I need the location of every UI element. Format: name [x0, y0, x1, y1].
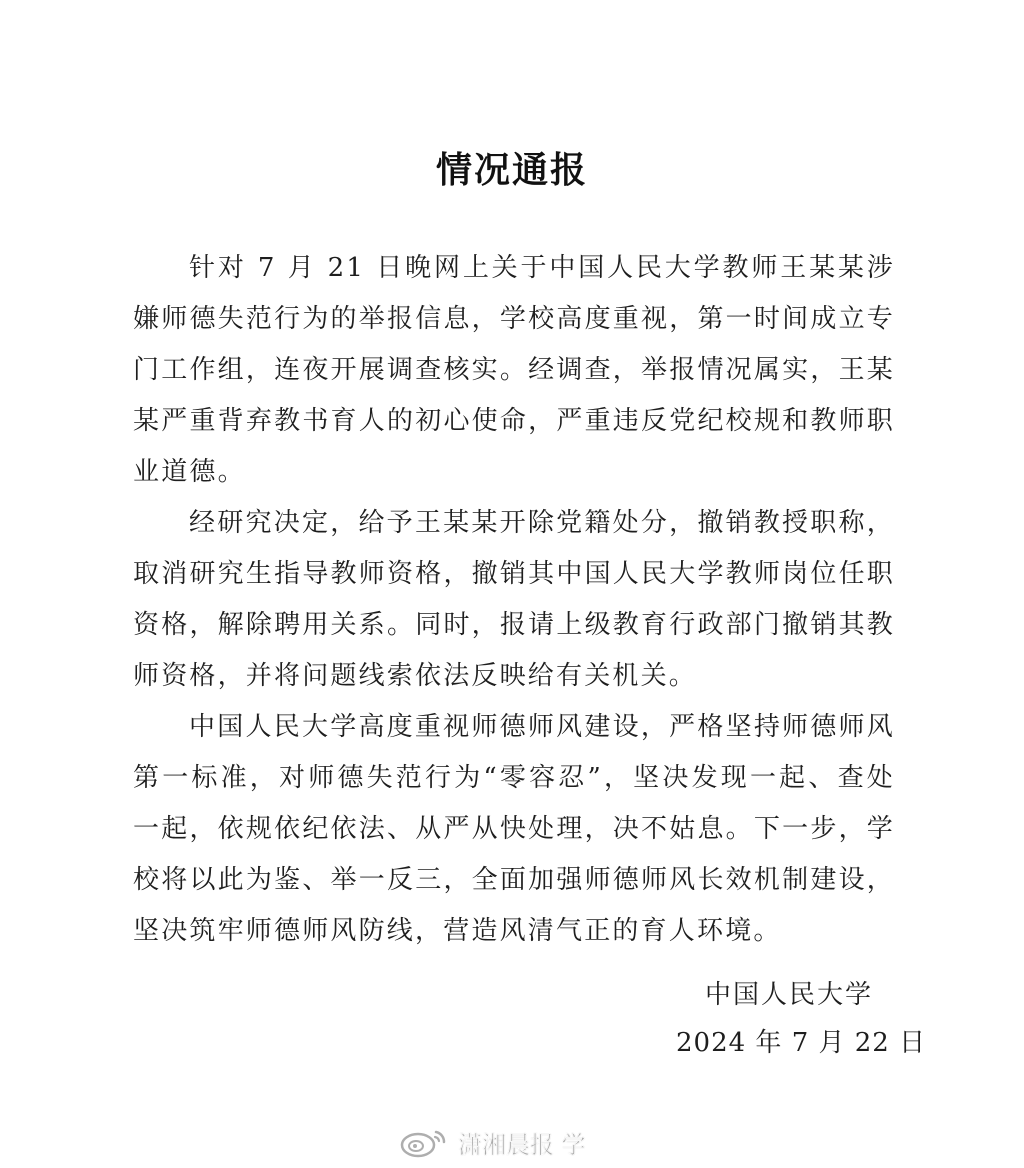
weibo-icon — [398, 1126, 452, 1158]
document-body — [133, 243, 895, 957]
watermark — [398, 1124, 586, 1160]
paragraph-3: 中国人民大学高度重视师德师风建设，严格坚持师德师风第一标准，对师德失范行为“零容忍”，坚决发现一起、查处一起，依规依纪依法、从严从快处理，决不姑息。下一步，学校将以此为鉴、举一反三，全面加强师德师风长效机制建设，坚决筑牢师德师风防线，营造风清气正的育人环境。 — [133, 712, 895, 946]
signature-date: 2024 年 7 月 22 日 — [676, 1028, 927, 1058]
paragraph-2: 经研究决定，给予王某某开除党籍处分，撤销教授职称，取消研究生指导教师资格，撤销其中国人民大学教师岗位任职资格，解除聘用关系。同时，报请上级教育行政部门撤销其教师资格，并将问题线索依法反映给有关机关。 — [133, 508, 895, 691]
paragraph-1: 针对 7 月 21 日晚网上关于中国人民大学教师王某某涉嫌师德失范行为的举报信息，学校高度重视，第一时间成立专门工作组，连夜开展调查核实。经调查，举报情况属实，王某某严重背弃教书育人的初心使命，严重违反党纪校规和教师职业道德。 — [133, 253, 895, 487]
document-title: 情况通报 — [435, 149, 588, 191]
signature-organization: 中国人民大学 — [705, 980, 874, 1010]
watermark-text: 潇湘晨报 学 — [458, 1130, 586, 1159]
